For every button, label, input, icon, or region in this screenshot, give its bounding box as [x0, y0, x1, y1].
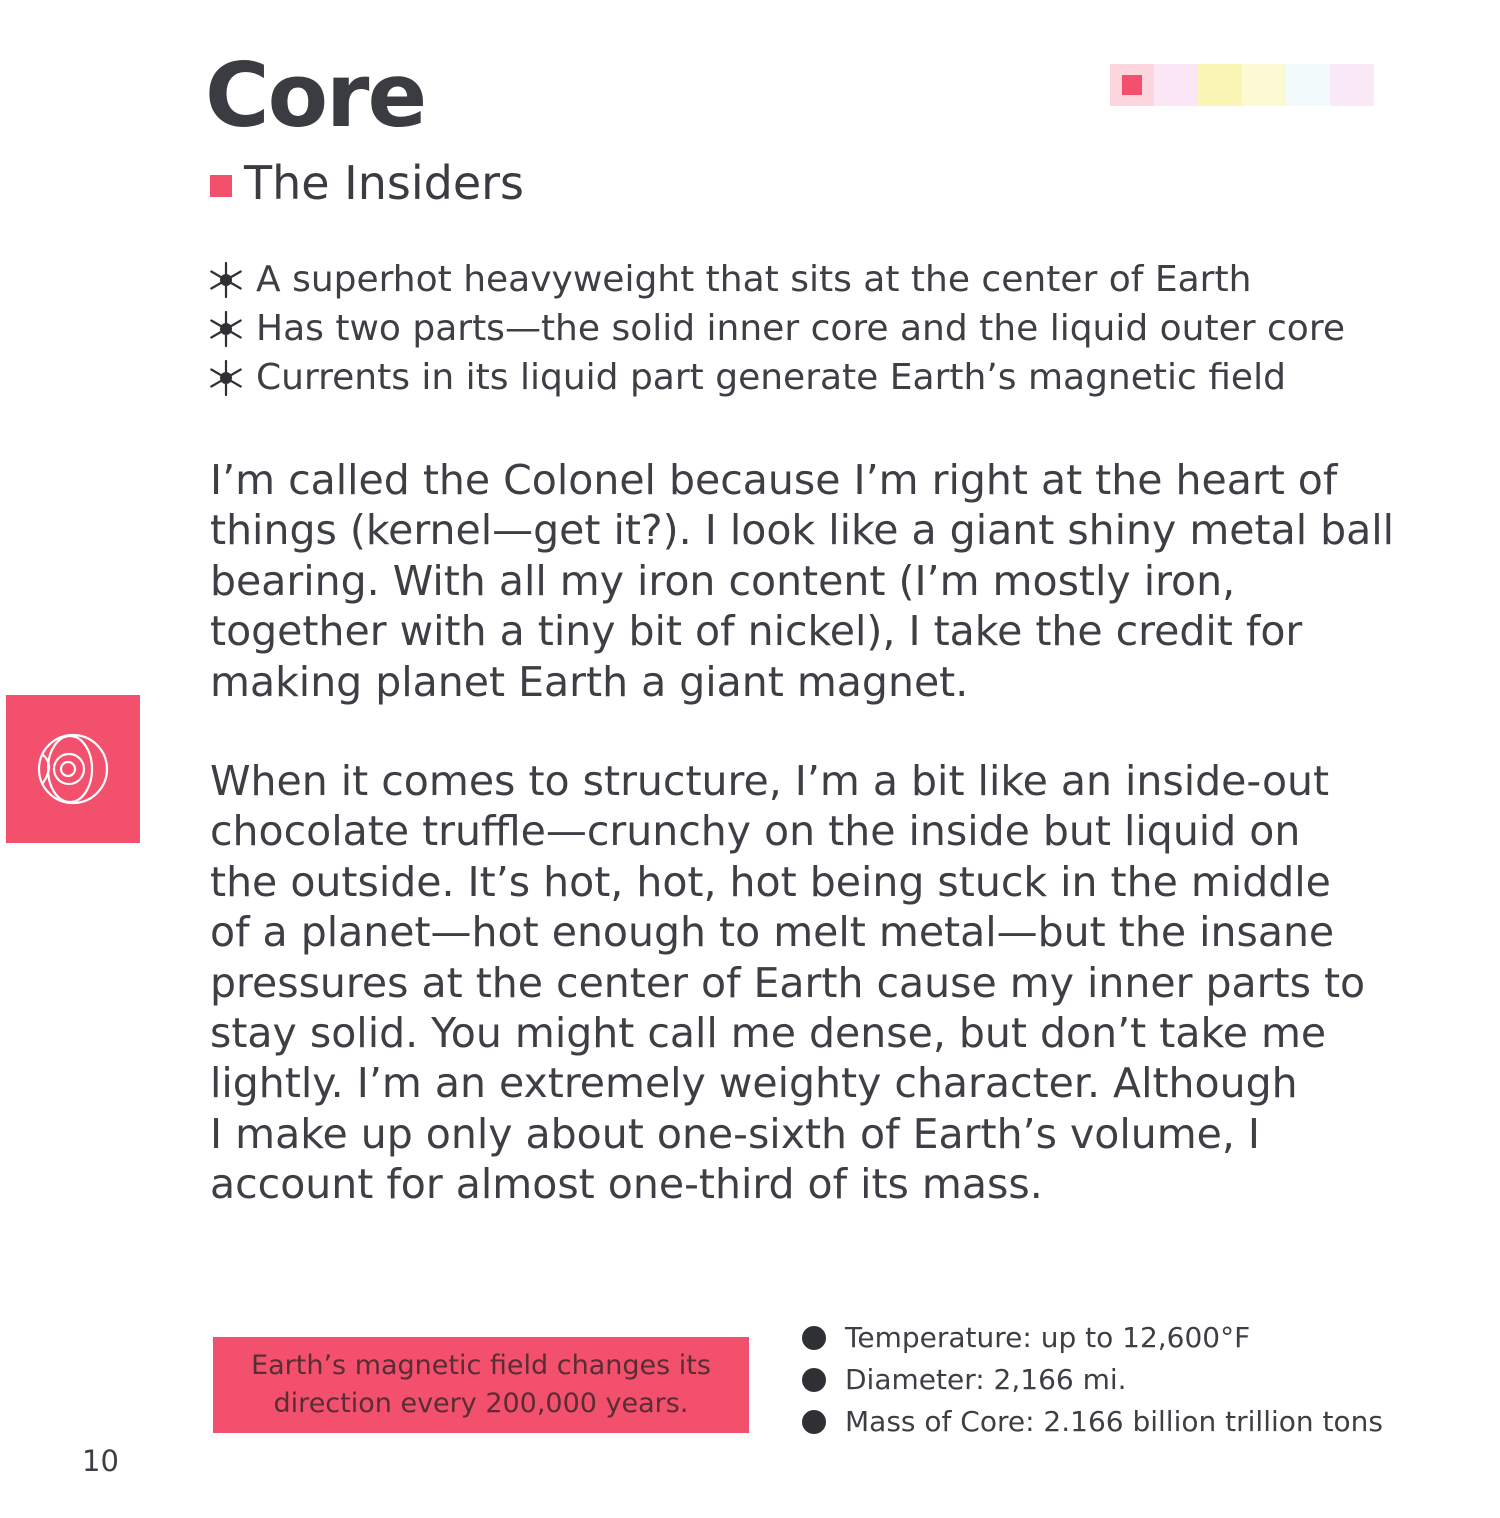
- body-line: making planet Earth a giant magnet.: [210, 657, 969, 706]
- body-paragraph-1: [210, 455, 1410, 707]
- fun-fact-line: direction every 200,000 years.: [273, 1388, 689, 1419]
- body-line: of a planet—hot enough to melt metal—but the insane: [210, 908, 1335, 957]
- stat-item: [802, 1317, 1383, 1359]
- color-swatch-marker: [1122, 75, 1142, 95]
- stat-item: [802, 1401, 1383, 1443]
- color-swatch: [1242, 64, 1286, 106]
- page-subtitle: [210, 156, 525, 210]
- key-facts-list: [208, 255, 1345, 402]
- black-dot-icon: [802, 1410, 826, 1434]
- black-dot-icon: [802, 1368, 826, 1392]
- body-line: bearing. With all my iron content (I’m mostly iron,: [210, 556, 1236, 605]
- section-tab: [6, 695, 140, 843]
- body-line: stay solid. You might call me dense, but don’t take me: [210, 1009, 1327, 1058]
- body-line: pressures at the center of Earth cause my inner parts to: [210, 958, 1366, 1007]
- key-fact-item: [208, 304, 1345, 353]
- page-number: 10: [82, 1444, 119, 1478]
- key-fact-text: Currents in its liquid part generate Earth’s magnetic field: [256, 357, 1286, 398]
- body-line: lightly. I’m an extremely weighty character. Although: [210, 1059, 1298, 1108]
- color-swatch: [1110, 64, 1154, 106]
- color-swatch: [1330, 64, 1374, 106]
- body-line: things (kernel—get it?). I look like a giant shiny metal ball: [210, 506, 1395, 555]
- key-fact-text: Has two parts—the solid inner core and the liquid outer core: [256, 308, 1345, 349]
- color-swatch: [1198, 64, 1242, 106]
- body-line: the outside. It’s hot, hot, hot being stuck in the middle: [210, 857, 1331, 906]
- body-line: When it comes to structure, I’m a bit like an inside-out: [210, 757, 1330, 805]
- stat-text: Temperature: up to 12,600°F: [845, 1321, 1251, 1354]
- key-fact-item: [208, 255, 1345, 304]
- body-line: chocolate truffle—crunchy on the inside but liquid on: [210, 807, 1301, 856]
- body-line: account for almost one-third of its mass.: [210, 1160, 1043, 1209]
- color-swatch: [1154, 64, 1198, 106]
- color-swatch: [1286, 64, 1330, 106]
- subtitle-text: The Insiders: [244, 156, 525, 210]
- page-title: Core: [205, 44, 426, 147]
- subtitle-marker-icon: [210, 175, 232, 197]
- body-paragraph-2: [210, 756, 1410, 1210]
- black-dot-icon: [802, 1326, 826, 1350]
- atom-star-icon: [208, 262, 244, 298]
- atom-star-icon: [208, 360, 244, 396]
- body-line: together with a tiny bit of nickel), I take the credit for: [210, 607, 1303, 656]
- fun-fact-box: [213, 1337, 749, 1433]
- body-line: I make up only about one-sixth of Earth’s volume, I: [210, 1109, 1261, 1158]
- key-fact-text: A superhot heavyweight that sits at the center of Earth: [256, 259, 1252, 300]
- atom-star-icon: [208, 311, 244, 347]
- core-globe-icon: [33, 729, 113, 809]
- stat-text: Mass of Core: 2.166 billion trillion tons: [845, 1405, 1383, 1438]
- stats-list: [802, 1317, 1383, 1443]
- fun-fact-line: Earth’s magnetic field changes its: [251, 1350, 711, 1381]
- stat-text: Diameter: 2,166 mi.: [845, 1363, 1127, 1396]
- body-line: I’m called the Colonel because I’m right at the heart of: [210, 456, 1338, 504]
- stat-item: [802, 1359, 1383, 1401]
- key-fact-item: [208, 353, 1345, 402]
- color-swatch-strip: [1110, 64, 1374, 106]
